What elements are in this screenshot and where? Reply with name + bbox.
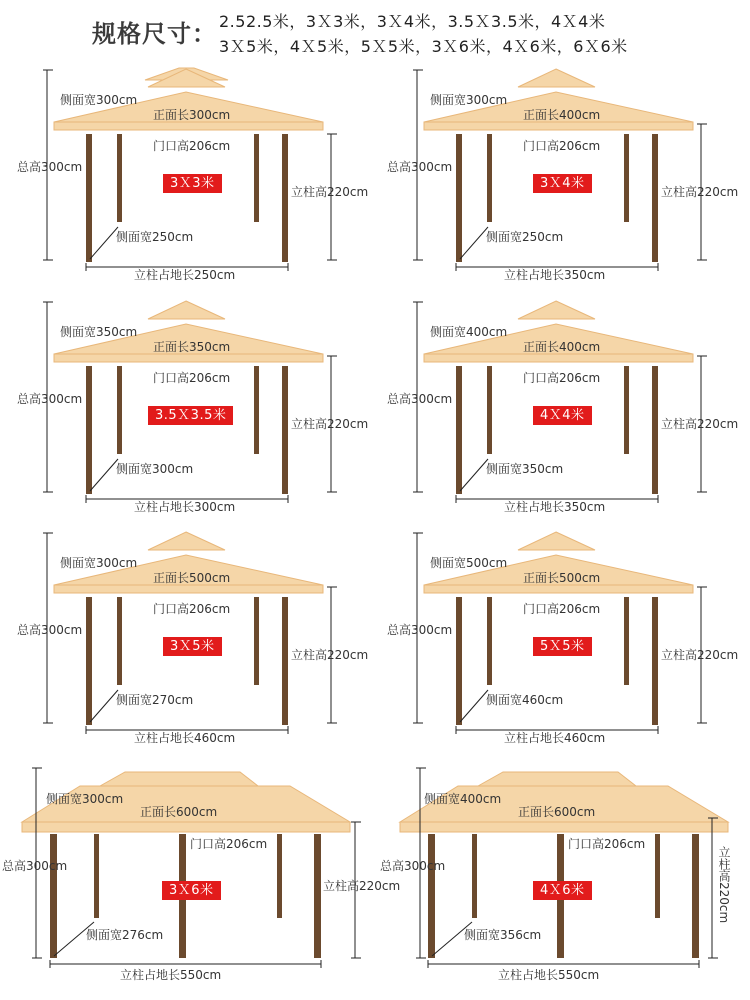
side-width-dimension [460, 690, 488, 722]
front-length-label: 正面长600cm [518, 805, 596, 819]
side-width-bottom-label: 侧面宽276cm [86, 928, 164, 942]
door-height-label: 门口高206cm [153, 371, 231, 385]
post [254, 366, 259, 454]
front-length-label: 正面长400cm [523, 108, 601, 122]
footprint-length-label: 立柱占地长550cm [498, 968, 600, 982]
total-height-label: 总高300cm [387, 160, 453, 174]
side-width-bottom-label: 侧面宽356cm [464, 928, 542, 942]
post-height-label: 立柱高220cm [717, 846, 731, 924]
side-width-dimension [90, 459, 118, 491]
post [428, 834, 435, 958]
post [472, 834, 477, 918]
side-width-top-label: 侧面宽400cm [430, 325, 508, 339]
side-width-dimension [460, 459, 488, 491]
canopy-main [54, 354, 323, 362]
gazebo-panel-4x6 [378, 758, 738, 998]
side-width-top-label: 侧面宽300cm [60, 556, 138, 570]
door-height-label: 门口高206cm [523, 602, 601, 616]
sizes-line-1: 2.52.5米，3Ｘ3米，3Ｘ4米，3.5Ｘ3.5米，4Ｘ4米 [219, 12, 606, 31]
footprint-length-label: 立柱占地长550cm [120, 968, 222, 982]
sizes-line-2: 3Ｘ5米，4Ｘ5米，5Ｘ5米，3Ｘ6米，4Ｘ6米，6Ｘ6米 [219, 37, 628, 56]
gazebo-panel-4x4 [380, 294, 740, 524]
total-height-label: 总高300cm [17, 160, 83, 174]
post [624, 597, 629, 685]
canopy-main [54, 585, 323, 593]
footprint-dimension [428, 960, 699, 968]
footprint-length-label: 立柱占地长460cm [504, 731, 606, 745]
gazebo-panel-3x4 [380, 62, 740, 292]
post [117, 366, 122, 454]
gazebo-panel-5x5 [380, 525, 740, 755]
post [94, 834, 99, 918]
total-height-label: 总高300cm [380, 859, 446, 873]
post [624, 134, 629, 222]
front-length-label: 正面长600cm [140, 805, 218, 819]
post-height-label: 立柱高220cm [323, 879, 401, 893]
footprint-length-label: 立柱占地长300cm [134, 500, 236, 514]
footprint-length-label: 立柱占地长250cm [134, 268, 236, 282]
side-width-bottom-label: 侧面宽350cm [486, 462, 564, 476]
size-badge: 4Ｘ4米 [533, 406, 592, 425]
front-length-label: 正面长300cm [153, 108, 231, 122]
spec-header [0, 0, 750, 62]
total-height-label: 总高300cm [387, 392, 453, 406]
post [487, 134, 492, 222]
post [655, 834, 660, 918]
canopy-top-tier [148, 301, 225, 319]
side-width-bottom-label: 侧面宽250cm [486, 230, 564, 244]
post [456, 597, 462, 725]
total-height-label: 总高300cm [387, 623, 453, 637]
post-height-label: 立柱高220cm [291, 648, 369, 662]
side-width-dimension [460, 227, 488, 259]
front-length-label: 正面长500cm [523, 571, 601, 585]
footprint-length-label: 立柱占地长350cm [504, 268, 606, 282]
post [86, 366, 92, 494]
door-height-label: 门口高206cm [568, 837, 646, 851]
side-width-top-label: 侧面宽500cm [430, 556, 508, 570]
post [50, 834, 57, 958]
front-length-label: 正面长400cm [523, 340, 601, 354]
side-width-dimension [90, 690, 118, 722]
side-width-bottom-label: 侧面宽460cm [486, 693, 564, 707]
canopy-main [400, 822, 728, 832]
footprint-dimension [50, 960, 321, 968]
post [652, 134, 658, 262]
canopy-top-tier [148, 532, 225, 550]
post [314, 834, 321, 958]
size-badge: 4Ｘ6米 [533, 881, 592, 900]
gazebo-panel-3x3 [10, 62, 370, 292]
side-width-top-label: 侧面宽300cm [430, 93, 508, 107]
post [117, 597, 122, 685]
canopy-main [424, 122, 693, 130]
front-length-label: 正面长500cm [153, 571, 231, 585]
post-height-label: 立柱高220cm [661, 417, 739, 431]
post [652, 366, 658, 494]
footprint-length-label: 立柱占地长350cm [504, 500, 606, 514]
post [277, 834, 282, 918]
spec-title: 规格尺寸： [92, 20, 217, 48]
front-length-label: 正面长350cm [153, 340, 231, 354]
post [624, 366, 629, 454]
canopy-top-tier [518, 532, 595, 550]
canopy-top-tier [478, 772, 636, 786]
post [652, 597, 658, 725]
total-height-label: 总高300cm [17, 623, 83, 637]
gazebo-panel-3.5x3.5 [10, 294, 370, 524]
post [117, 134, 122, 222]
size-badge: 3Ｘ5米 [163, 637, 222, 656]
side-width-bottom-label: 侧面宽300cm [116, 462, 194, 476]
footprint-length-label: 立柱占地长460cm [134, 731, 236, 745]
total-height-label: 总高300cm [17, 392, 83, 406]
post [456, 366, 462, 494]
post [254, 597, 259, 685]
post-height-label: 立柱高220cm [291, 417, 369, 431]
canopy-main [424, 585, 693, 593]
side-width-top-label: 侧面宽300cm [46, 792, 124, 806]
size-badge: 3.5Ｘ3.5米 [148, 406, 233, 425]
size-badge: 3Ｘ6米 [162, 881, 221, 900]
post [487, 597, 492, 685]
side-width-top-label: 侧面宽350cm [60, 325, 138, 339]
post [487, 366, 492, 454]
size-badge: 5Ｘ5米 [533, 637, 592, 656]
post-height-label: 立柱高220cm [291, 185, 369, 199]
canopy-main [22, 822, 350, 832]
size-badge: 3Ｘ3米 [163, 174, 222, 193]
post [282, 597, 288, 725]
post [254, 134, 259, 222]
side-width-dimension [90, 227, 118, 259]
post [692, 834, 699, 958]
canopy-top-tier [518, 301, 595, 319]
side-width-top-label: 侧面宽400cm [424, 792, 502, 806]
post-height-label: 立柱高220cm [661, 648, 739, 662]
post [456, 134, 462, 262]
side-width-bottom-label: 侧面宽270cm [116, 693, 194, 707]
door-height-label: 门口高206cm [153, 602, 231, 616]
canopy-top-tier [100, 772, 258, 786]
post [86, 597, 92, 725]
canopy-main [424, 354, 693, 362]
canopy-top-tier [518, 69, 595, 87]
door-height-label: 门口高206cm [153, 139, 231, 153]
total-height-label: 总高300cm [2, 859, 68, 873]
side-width-top-label: 侧面宽300cm [60, 93, 138, 107]
canopy-main [54, 122, 323, 130]
size-badge: 3Ｘ4米 [533, 174, 592, 193]
post [282, 134, 288, 262]
side-width-bottom-label: 侧面宽250cm [116, 230, 194, 244]
door-height-label: 门口高206cm [190, 837, 268, 851]
post [86, 134, 92, 262]
door-height-label: 门口高206cm [523, 139, 601, 153]
post [282, 366, 288, 494]
gazebo-panel-3x6 [0, 758, 401, 998]
gazebo-panel-3x5 [10, 525, 370, 755]
post-height-label: 立柱高220cm [661, 185, 739, 199]
door-height-label: 门口高206cm [523, 371, 601, 385]
